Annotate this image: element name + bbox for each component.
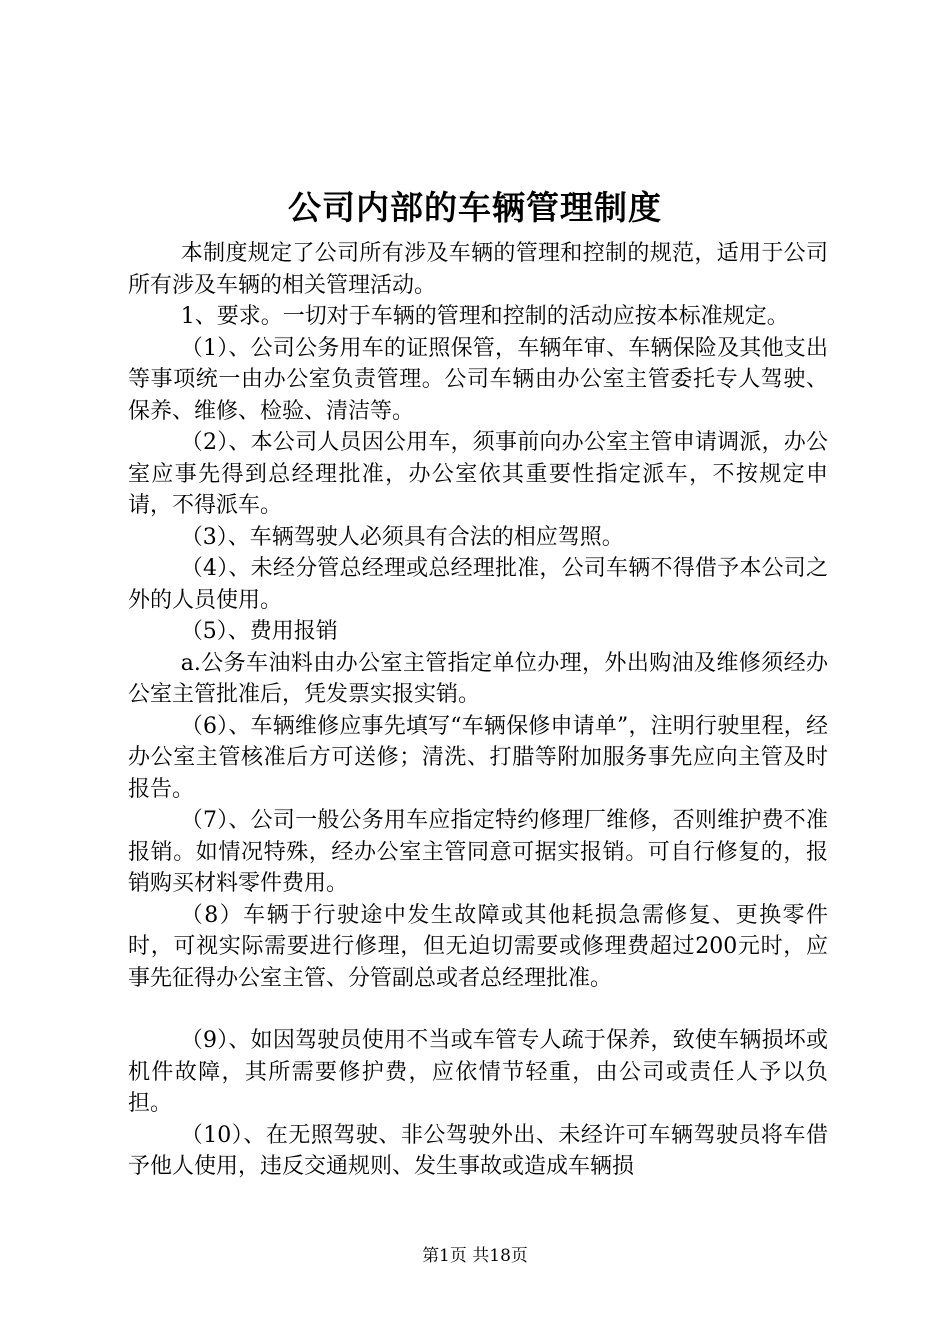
paragraph-item-4: （4）、未经分管总经理或总经理批准，公司车辆不得借予本公司之外的人员使用。 [128,556,828,613]
paragraph-intro: 本制度规定了公司所有涉及车辆的管理和控制的规范，适用于公司所有涉及车辆的相关管理活动。 [128,241,828,298]
paragraph-item-9: （9）、如因驾驶员使用不当或车管专人疏于保养，致使车辆损坏或机件故障，其所需要修护费，应依情节轻重，由公司或责任人予以负担。 [128,1028,828,1116]
page-footer: 第1页 共18页 [422,1246,528,1266]
paragraph-item-8: （8）车辆于行驶途中发生故障或其他耗损急需修复、更换零件时，可视实际需要进行修理，但无迫切需要或修理费超过200元时，应事先征得办公室主管、分管副总或者总经理批准。 [128,902,828,991]
paragraph-item-6: （6）、车辆维修应事先填写“车辆保修申请单”，注明行驶里程，经办公室主管核准后方可送修；清洗、打腊等附加服务事先应向主管及时报告。 [128,713,828,802]
document-title: 公司内部的车辆管理制度 [288,188,662,227]
paragraph-item-5: （5）、费用报销 [180,619,338,644]
paragraph-item-7: （7）、公司一般公务用车应指定特约修理厂维修，否则维护费不准报销。如情况特殊，经办公室主管同意可据实报销。可自行修复的，报销购买材料零件费用。 [128,808,828,896]
document-body [128,238,828,1183]
paragraph-item-5a: a.公务车油料由办公室主管指定单位办理，外出购油及维修须经办公室主管批准后，凭发票实报实销。 [128,650,828,707]
paragraph-item-3: （3）、车辆驾驶人必须具有合法的相应驾照。 [180,524,624,550]
paragraph-item-10: （10）、在无照驾驶、非公驾驶外出、未经许可车辆驾驶员将车借予他人使用，违反交通规则、发生事故或造成车辆损 [128,1122,828,1179]
paragraph-item-2: （2）、本公司人员因公用车，须事前向办公室主管申请调派，办公室应事先得到总经理批准，办公室依其重要性指定派车，不按规定申请，不得派车。 [128,430,828,518]
paragraph-item-1: （1）、公司公务用车的证照保管，车辆年审、车辆保险及其他支出等事项统一由办公室负责管理。公司车辆由办公室主管委托专人驾驶、保养、维修、检验、清洁等。 [128,335,828,424]
paragraph-requirement: 1、要求。一切对于车辆的管理和控制的活动应按本标准规定。 [180,304,789,329]
